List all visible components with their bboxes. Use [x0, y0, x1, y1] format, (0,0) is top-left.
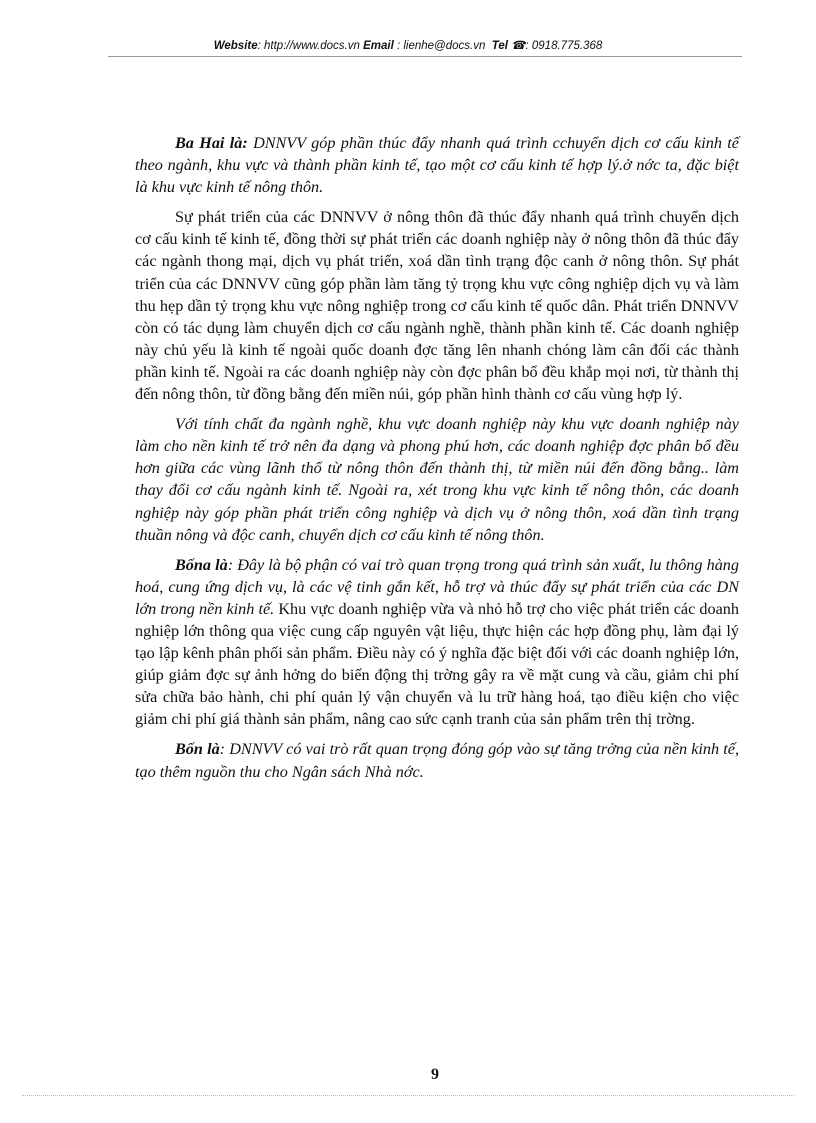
paragraph-lead: Bốn là [175, 740, 220, 759]
paragraph-bon-a [135, 554, 739, 731]
paragraph-italic-text: : Đây là bộ phận có vai trò quan trọng trong quá trình sản xuất, lu thông hàng hoá, cung ứng dịch vụ, là các vệ tinh gắn kết, hỗ trợ và thúc đẩy sự phát triển của các DN lớn trong nền kinh tế. [135, 555, 739, 618]
paragraph-text: Khu vực doanh nghiệp vừa và nhỏ hỗ trợ cho việc phát triển các doanh nghiệp lớn thông qua việc cung cấp nguyên vật liệu, thực hiện các hợp đồng phụ, làm đại lý tạo lập kênh phân phối sản phẩm. Điều này có ý nghĩa đặc biệt đối với các doanh nghiệp lớn, giúp giảm đợc sự ảnh hởng do biến động thị trờng gây ra về mặt cung và cầu, giảm chi phí sửa chữa bảo hành, chi phí quản lý vận chuyển và lu trữ hàng hoá, tạo điều kiện cho việc giảm chi phí giá thành sản phẩm, nâng cao sức cạnh tranh của sản phẩm trên thị trờng. [135, 599, 739, 729]
footer-divider [22, 1095, 794, 1096]
paragraph-lead: Ba Hai là: [175, 134, 248, 152]
paragraph-text: : DNNVV có vai trò rất quan trọng đóng góp vào sự tăng trởng của nền kinh tế, tạo thêm nguồn thu cho Ngân sách Nhà nớc. [135, 740, 739, 781]
paragraph-lead: Bốna là [175, 555, 228, 574]
phone-icon: ☎ [511, 40, 526, 52]
website-label: Website [213, 40, 258, 52]
tel-value: : 0918.775.368 [525, 40, 603, 52]
email-value: : lienhe@docs.vn [393, 40, 486, 52]
document-body [135, 132, 739, 791]
tel-label: Tel [491, 40, 508, 52]
paragraph-rural-development [135, 206, 739, 405]
header-divider [108, 56, 742, 57]
paragraph-ba-hai [135, 132, 739, 198]
paragraph-text: Sự phát triển của các DNNVV ở nông thôn đã thúc đẩy nhanh quá trình chuyển dịch cơ cấu kinh tế kinh tế, đồng thời sự phát triển các doanh nghiệp này ở nông thôn đã thúc đẩy các ngành thong mại, dịch vụ phát triển, xoá dần tình trạng độc canh ở nông thôn. Sự phát triển của các DNNVV cũng góp phần làm tăng tỷ trọng khu vực công nghiệp dịch vụ và làm thu hẹp dần tỷ trọng khu vực nông nghiệp trong cơ cấu kinh tế quốc dân. Phát triển DNNVV còn có tác dụng làm chuyển dịch cơ cấu ngành nghề, thành phần kinh tế. Các doanh nghiệp này chủ yếu là kinh tế ngoài quốc doanh đợc tăng lên nhanh chóng làm cân đối các thành phần kinh tế. Ngoài ra các doanh nghiệp này còn đợc phân bổ đều khắp mọi nơi, từ thành thị đến nông thôn, từ đồng bằng đến miền núi, góp phần hình thành cơ cấu vùng hợp lý. [135, 208, 739, 404]
page-header [0, 38, 816, 52]
email-label: Email [363, 40, 394, 52]
paragraph-text: Với tính chất đa ngành nghề, khu vực doanh nghiệp này khu vực doanh nghiệp này làm cho nền kinh tế trở nên đa dạng và phong phú hơn, các doanh nghiệp đợc phân bổ đều hơn giữa các vùng lãnh thổ từ nông thôn đến thành thị, từ miền núi đến đồng bằng.. làm thay đổi cơ cấu ngành kinh tế. Ngoài ra, xét trong khu vực kinh tế nông thôn, các doanh nghiệp này góp phần phát triển công nghiệp và dịch vụ ở nông thôn, xoá dần tình trạng thuần nông và độc canh, chuyển dịch cơ cấu kinh tế nông thôn. [135, 415, 739, 544]
page-number: 9 [431, 1066, 439, 1083]
paragraph-multi-sector [135, 413, 739, 546]
paragraph-bon-la [135, 738, 739, 782]
website-value: : http://www.docs.vn [257, 40, 360, 52]
paragraph-text: DNNVV góp phần thúc đẩy nhanh quá trình cchuyển dịch cơ cấu kinh tế theo ngành, khu vực và thành phần kinh tế, tạo một cơ cấu kinh tế hợp lý.ở nớc ta, đặc biệt là khu vực kinh tế nông thôn. [135, 134, 739, 197]
